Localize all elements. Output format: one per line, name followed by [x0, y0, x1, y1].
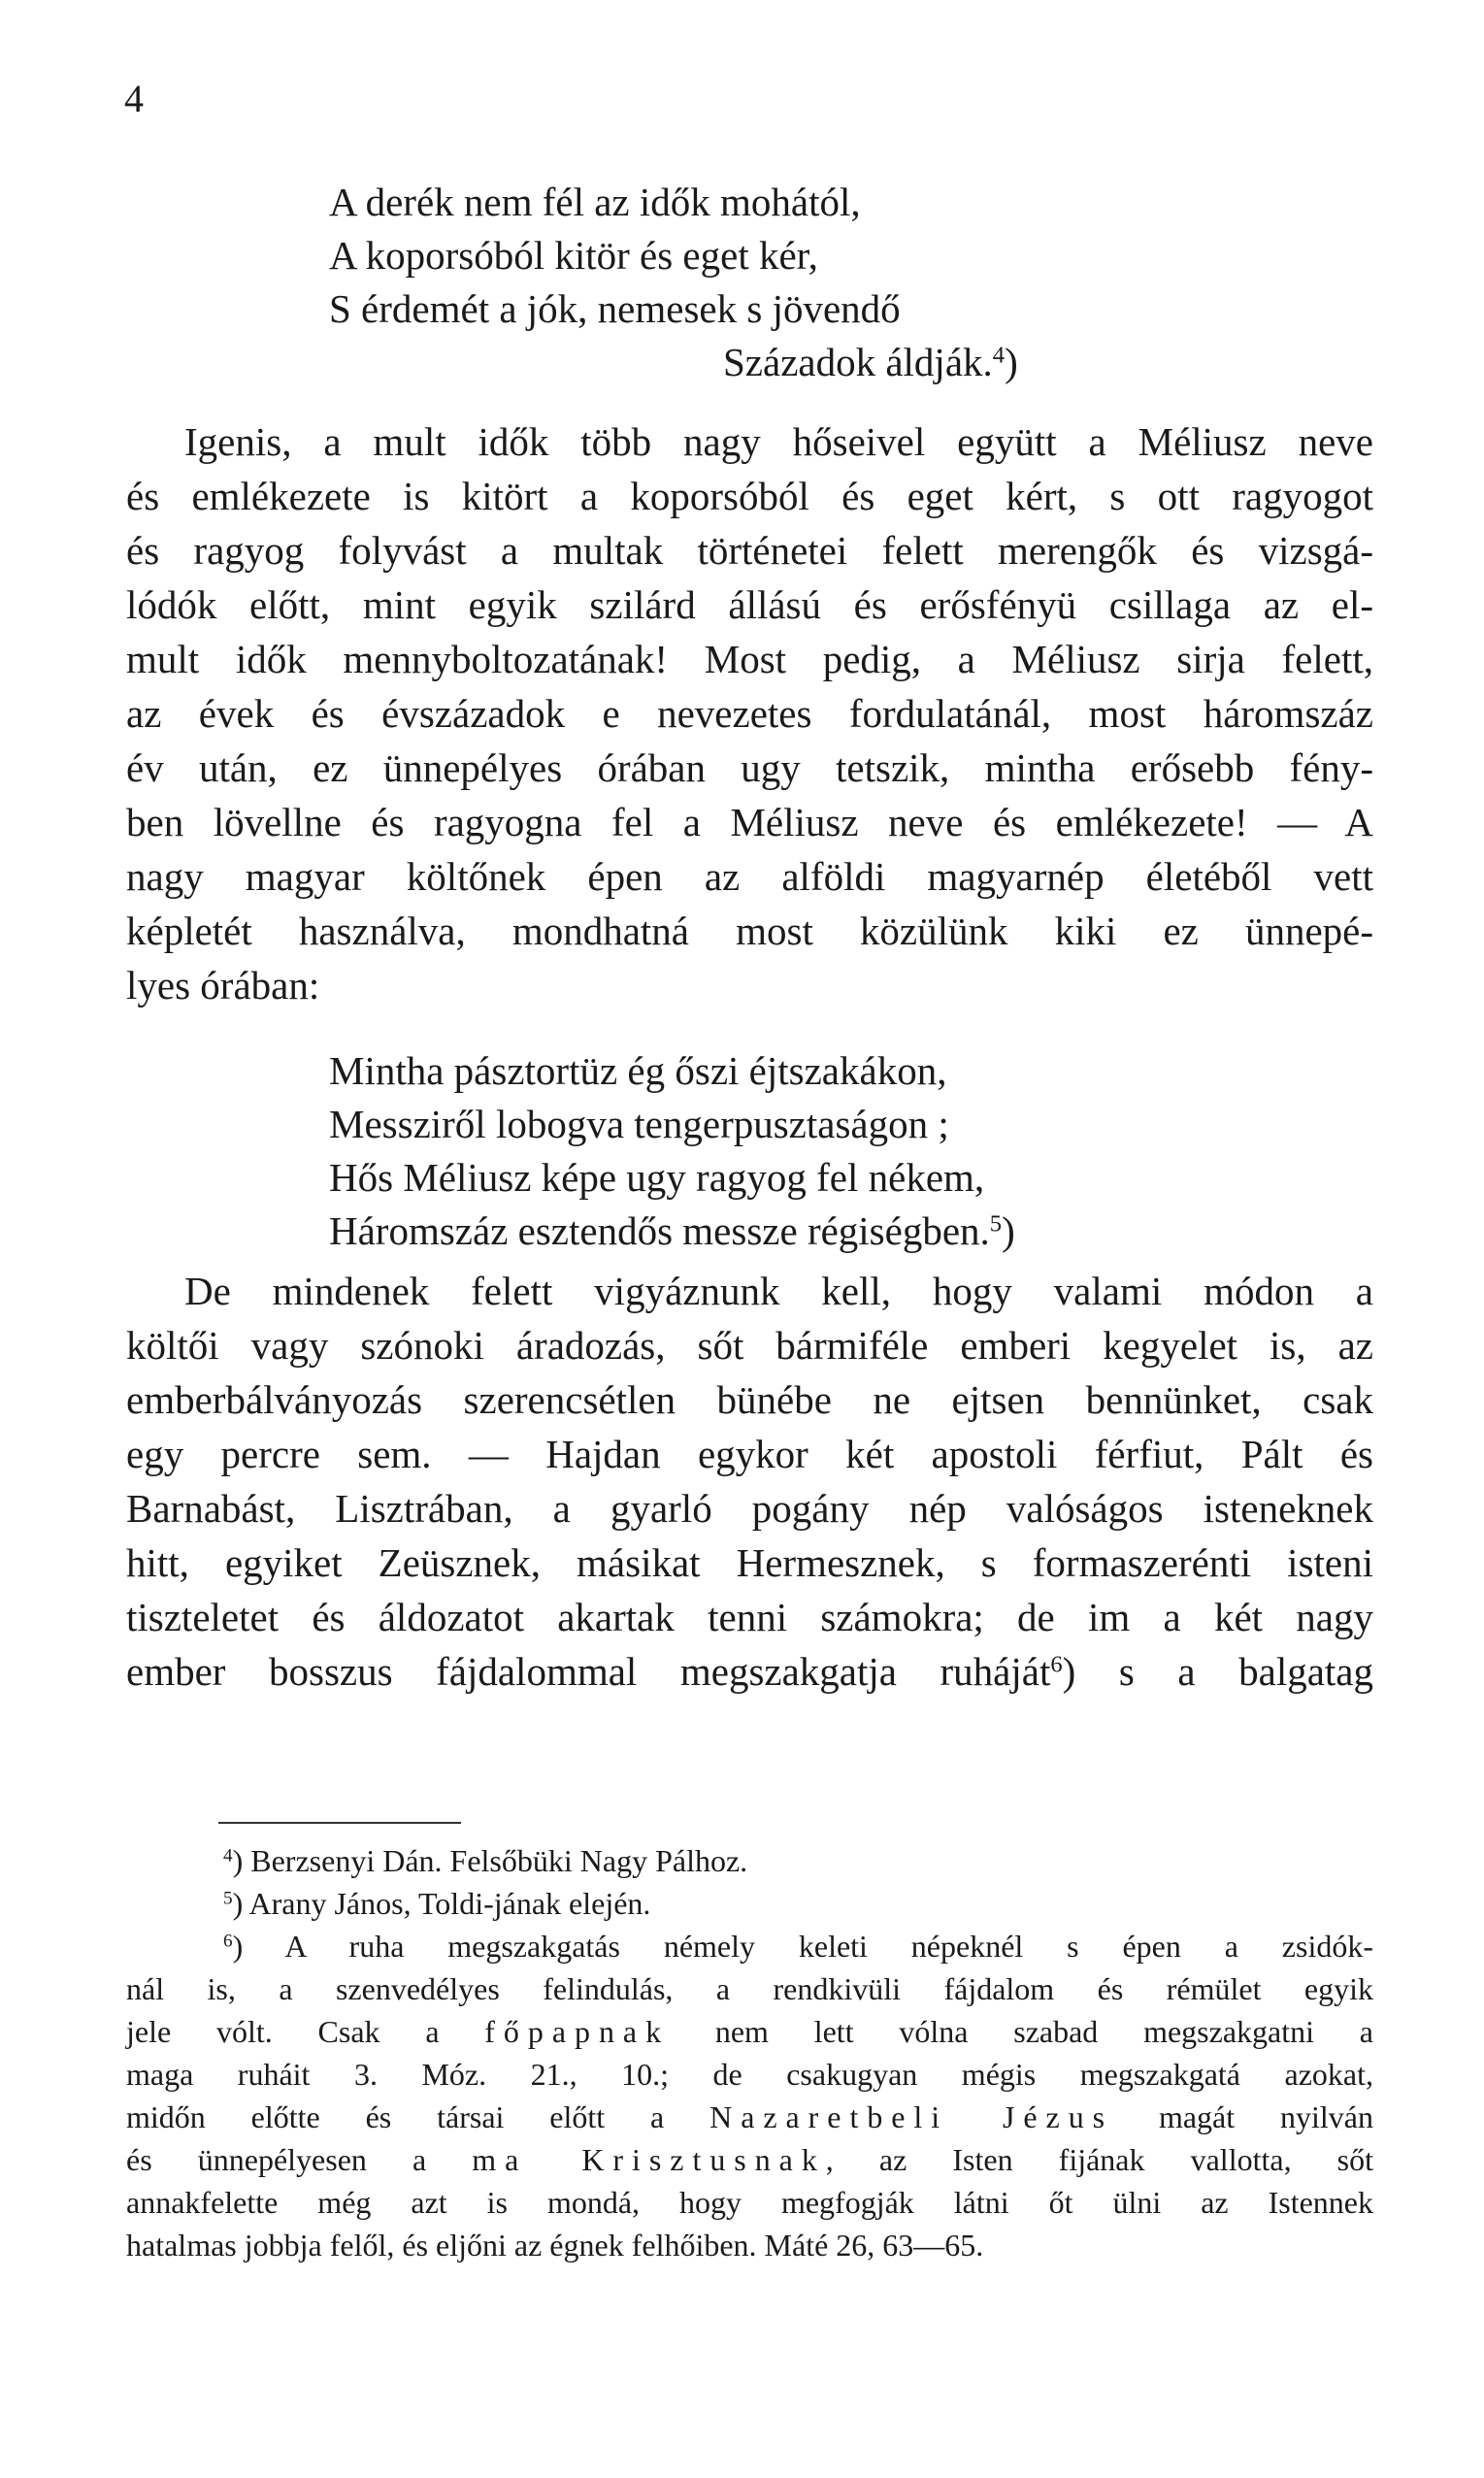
paragraph-line: Barnabást, Lisztrában, a gyarló pogány nép valóságos isteneknek	[126, 1486, 1373, 1531]
footnote-6-text: jele vólt. Csak a	[126, 2014, 485, 2049]
poem-1-last-text: Századok áldják.	[723, 340, 993, 384]
footnote-6-text: ) A ruha megszakgatás némely keleti népeknél s épen a zsidók-	[232, 1929, 1373, 1964]
footnote-ref-4: 4	[992, 342, 1006, 369]
paragraph-line-text: ) s a balgatag	[1062, 1649, 1374, 1694]
paragraph-line: az évek és évszázadok e nevezetes fordulatánál, most háromszáz	[126, 691, 1373, 736]
paragraph-line: De mindenek felett vigyáznunk kell, hogy valami módon a	[184, 1269, 1373, 1313]
paragraph-line: költői vagy szónoki áradozás, sőt bármiféle emberi kegyelet is, az	[126, 1323, 1373, 1368]
footnote-ref-5: 5	[989, 1210, 1003, 1238]
footnote-divider	[218, 1822, 461, 1824]
footnote-6-spaced-text: főpapnak	[484, 2014, 671, 2049]
footnote-ref-close: )	[1002, 1208, 1015, 1253]
footnote-6-line: annakfelette még azt is mondá, hogy megfogják látni őt ülni az Istennek	[126, 2185, 1373, 2220]
paragraph-line: hitt, egyiket Zeüsznek, másikat Hermesznek, s formaszerénti isteni	[126, 1540, 1373, 1585]
footnote-4-ref: 4	[223, 1845, 233, 1867]
paragraph-line: tiszteletet és áldozatot akartak tenni számokra; de im a két nagy	[126, 1595, 1373, 1639]
page-number: 4	[124, 77, 144, 120]
footnote-5	[223, 1888, 650, 1919]
paragraph-line	[126, 1649, 1374, 1694]
footnote-6-line	[126, 2101, 1373, 2132]
paragraph-line: egy percre sem. — Hajdan egykor két apostoli férfiut, Pált és	[126, 1432, 1373, 1476]
footnote-4	[223, 1845, 747, 1876]
paragraph-line: Igenis, a mult idők több nagy hőseivel együtt a Méliusz neve	[184, 419, 1373, 464]
footnote-6-line: hatalmas jobbja felől, és eljőni az égnek felhőiben. Máté 26, 63—65.	[126, 2228, 984, 2263]
poem-1-line: A koporsóból kitör és eget kér,	[329, 233, 818, 278]
footnote-6-spaced-text: ma Krisztusnak	[472, 2142, 826, 2177]
poem-2-line: Hős Méliusz képe ugy ragyog fel nékem,	[329, 1155, 985, 1200]
footnote-6-text: , az Isten fijának vallotta, sőt	[825, 2142, 1373, 2177]
poem-1-line: S érdemét a jók, nemesek s jövendő	[329, 286, 901, 331]
paragraph-line: és ragyog folyvást a multak történetei felett merengők és vizsgá-	[126, 528, 1373, 573]
footnote-ref-close: )	[1005, 340, 1018, 384]
paragraph-line: lyes órában:	[126, 963, 320, 1008]
footnote-6-line: maga ruháit 3. Móz. 21., 10.; de csakugyan mégis megszakgatá azokat,	[126, 2057, 1373, 2092]
footnote-4-text: ) Berzsenyi Dán. Felsőbüki Nagy Pálhoz.	[232, 1843, 748, 1878]
paragraph-line: lódók előtt, mint egyik szilárd állású és erősfényü csillaga az el-	[126, 582, 1373, 627]
poem-1-line	[723, 340, 1018, 384]
paragraph-line-text: ember bosszus fájdalommal megszakgatja ruháját	[126, 1649, 1051, 1694]
footnote-6-text: magát nyilván	[1113, 2099, 1374, 2134]
poem-2-line: Mintha pásztortüz ég őszi éjtszakákon,	[329, 1048, 947, 1093]
footnote-5-ref: 5	[223, 1888, 233, 1909]
paragraph-line: képletét használva, mondhatná most közülünk kiki ez ünnepé-	[126, 909, 1373, 953]
footnote-5-text: ) Arany János, Toldi-jának elején.	[232, 1886, 651, 1921]
footnote-6-line	[126, 2144, 1373, 2175]
poem-2-line	[329, 1208, 1015, 1253]
paragraph-line: nagy magyar költőnek épen az alföldi magyarnép életéből vett	[126, 854, 1373, 899]
footnote-6-spaced-text: Nazaretbeli Jézus	[709, 2099, 1114, 2134]
poem-1-line: A derék nem fél az idők mohától,	[329, 180, 861, 224]
footnote-6-text: midőn előtte és társai előtt a	[126, 2099, 710, 2134]
paragraph-line: emberbálványozás szerencsétlen bünébe ne ejtsen bennünket, csak	[126, 1377, 1373, 1422]
footnote-6-text: és ünnepélyesen a	[126, 2142, 473, 2177]
poem-2-line: Messziről lobogva tengerpusztaságon ;	[329, 1102, 949, 1146]
paragraph-line: és emlékezete is kitört a koporsóból és eget kért, s ott ragyogot	[126, 474, 1373, 518]
paragraph-line: ben lövellne és ragyogna fel a Méliusz neve és emlékezete! — A	[126, 800, 1373, 844]
footnote-6-line	[126, 2016, 1373, 2047]
footnote-6-line	[223, 1931, 1373, 1962]
poem-2-last-text: Háromszáz esztendős messze régiségben.	[329, 1208, 990, 1253]
footnote-ref-6: 6	[1050, 1651, 1063, 1678]
paragraph-line: mult idők mennyboltozatának! Most pedig, a Méliusz sirja felett,	[126, 637, 1373, 681]
paragraph-line: év után, ez ünnepélyes órában ugy tetszik, mintha erősebb fény-	[126, 745, 1373, 790]
footnote-6-line: nál is, a szenvedélyes felindulás, a rendkivüli fájdalom és rémület egyik	[126, 1971, 1373, 2006]
footnote-6-ref: 6	[223, 1931, 233, 1952]
footnote-6-text: nem lett vólna szabad megszakgatni a	[670, 2014, 1373, 2049]
